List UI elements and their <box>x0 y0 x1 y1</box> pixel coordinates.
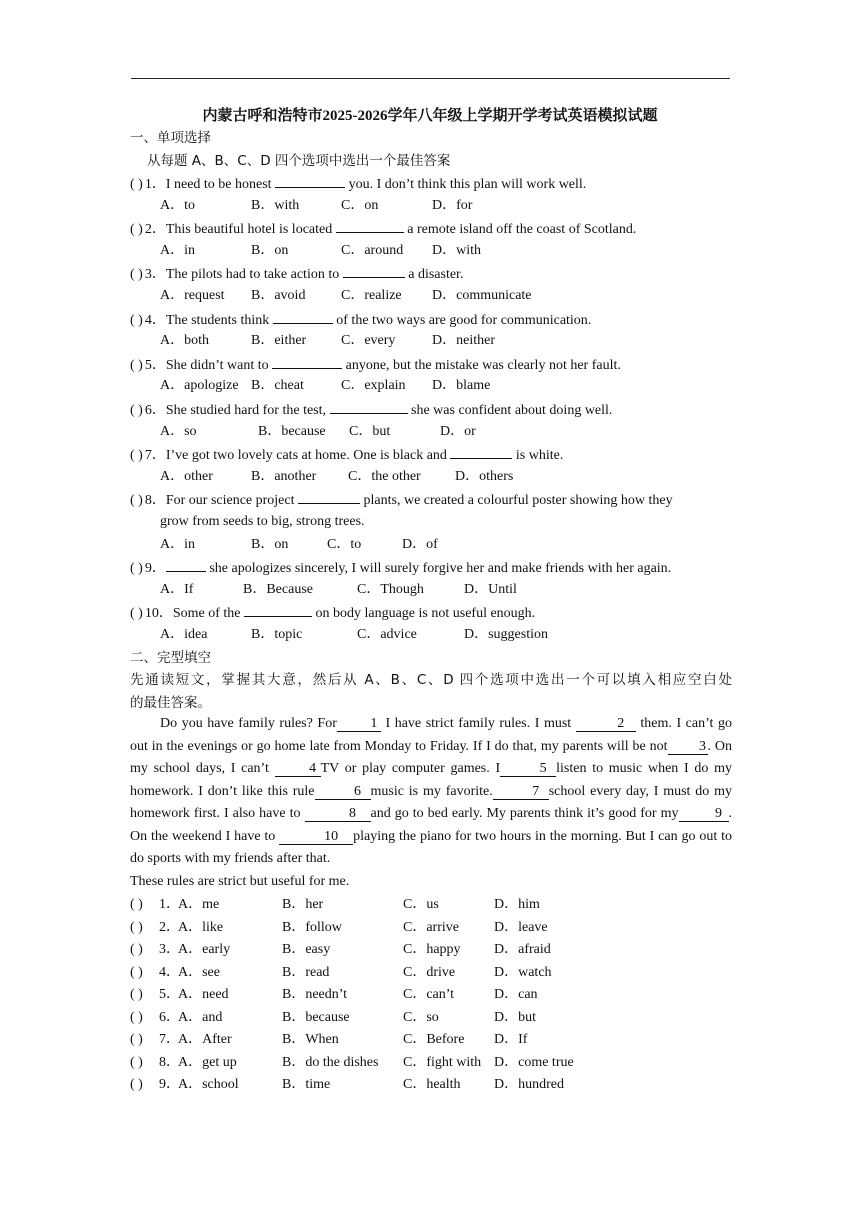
option-b[interactable]: B．time <box>282 1077 331 1092</box>
option-d[interactable]: D．hundred <box>494 1077 564 1092</box>
option-c[interactable]: C．every <box>341 333 396 349</box>
answer-paren[interactable]: ( ) <box>130 493 143 509</box>
passage-text: playing the piano for two hours in the morning. But I can go out to do sports with my friends after that. <box>130 828 733 866</box>
question-text: of the two ways are good for communication. <box>332 312 592 328</box>
cloze-blank-2: 2 <box>576 716 636 732</box>
cloze-blank-9: 9 <box>679 806 729 822</box>
question-6-stem <box>130 400 612 418</box>
passage-closing: These rules are strict but useful for me. <box>130 874 350 889</box>
question-text: 6．She studied hard for the test, <box>144 403 330 418</box>
question-blank <box>330 400 408 414</box>
question-text: you. I don’t think this plan will work well. <box>345 177 587 192</box>
passage-text: them. I can’t go out in the evenings or go home late from Monday to Friday. If I do that, my parents will be not <box>130 716 732 754</box>
cloze-blank-7: 7 <box>493 784 549 800</box>
answer-paren[interactable]: ( ) <box>130 177 143 192</box>
option-a[interactable]: A．in <box>160 536 195 552</box>
option-c[interactable]: C．the other <box>348 468 421 484</box>
option-c[interactable]: C．can’t <box>403 987 455 1002</box>
answer-paren[interactable]: ( ) <box>130 222 143 238</box>
question-text: 8．For our science project <box>144 493 299 509</box>
option-c[interactable]: C．Though <box>357 581 424 597</box>
question-blank <box>336 219 404 233</box>
question-text: is white. <box>512 448 564 464</box>
question-8-stem <box>130 490 673 508</box>
option-d[interactable]: D．watch <box>494 964 552 980</box>
passage-text: Do you have family rules? For <box>160 716 337 731</box>
option-a[interactable]: A．get up <box>178 1054 237 1070</box>
option-b[interactable]: B．because <box>282 1009 350 1025</box>
passage-text: music is my favorite. <box>370 783 493 799</box>
option-c[interactable]: C．fight with <box>403 1054 482 1070</box>
answer-paren[interactable]: ( ) <box>130 1009 143 1025</box>
cloze-blank-5: 5 <box>500 761 556 777</box>
option-d[interactable]: D．suggestion <box>464 627 548 642</box>
question-text: a disaster. <box>404 267 464 283</box>
question-9-stem <box>130 558 671 576</box>
question-text: 2．This beautiful hotel is located <box>144 222 336 238</box>
page-title: 内蒙古呼和浩特市2025-2026学年八年级上学期开学考试英语模拟试题 <box>202 108 658 124</box>
option-a[interactable]: A．me <box>178 897 220 912</box>
question-7-stem <box>130 445 563 463</box>
option-a[interactable]: A．in <box>160 242 195 258</box>
option-a[interactable]: A．school <box>178 1077 239 1092</box>
option-a[interactable]: A．idea <box>160 627 208 642</box>
question-text: 7．I’ve got two lovely cats at home. One is black and <box>144 448 451 464</box>
section2-instruction-line1: 先通读短文，掌握其大意，然后从 A、B、C、D 四个选项中选出一个可以填入相应空白处 <box>130 672 732 688</box>
answer-paren[interactable]: ( ) <box>130 987 143 1002</box>
cloze-blank-10: 10 <box>279 829 353 845</box>
option-c[interactable]: C．advice <box>357 627 417 642</box>
question-3-stem <box>130 264 463 282</box>
cloze-passage <box>130 713 732 871</box>
cloze-question-number: 3． <box>159 942 180 957</box>
option-b[interactable]: B．either <box>251 333 307 349</box>
option-d[interactable]: D．afraid <box>494 942 551 957</box>
question-text: she apologizes sincerely, I will surely forgive her and make friends with her again. <box>205 561 672 577</box>
passage-text: . On the weekend I have to <box>130 806 732 844</box>
option-d[interactable]: D．can <box>494 987 538 1002</box>
question-text: 9． <box>144 561 166 577</box>
question-blank <box>298 490 360 504</box>
question-text: 5．She didn’t want to <box>144 357 273 373</box>
question-blank <box>166 558 206 572</box>
cloze-blank-4: 4 <box>275 761 321 777</box>
option-c[interactable]: C．us <box>403 897 439 912</box>
option-a[interactable]: A．so <box>160 423 197 439</box>
option-c[interactable]: C．arrive <box>403 919 459 935</box>
question-text: a remote island off the coast of Scotland. <box>403 222 637 238</box>
cloze-question-number: 9． <box>159 1077 180 1092</box>
answer-paren[interactable]: ( ) <box>130 919 143 935</box>
option-c[interactable]: C．so <box>403 1009 439 1025</box>
option-d[interactable]: D．If <box>494 1032 528 1047</box>
option-a[interactable]: A．both <box>160 333 209 349</box>
option-c[interactable]: C．health <box>403 1077 461 1092</box>
question-blank <box>343 264 405 278</box>
option-d[interactable]: D．but <box>494 1009 536 1025</box>
cloze-blank-8: 8 <box>305 806 371 822</box>
option-b[interactable]: B．on <box>251 536 289 552</box>
option-d[interactable]: D．neither <box>432 333 495 349</box>
option-d[interactable]: D．communicate <box>432 288 532 303</box>
question-text: 1．I need to be honest <box>144 177 276 192</box>
option-b[interactable]: B．Because <box>243 581 313 597</box>
option-d[interactable]: D．or <box>440 423 476 439</box>
answer-paren[interactable]: ( ) <box>130 897 143 912</box>
option-a[interactable]: A．like <box>178 919 224 935</box>
option-b[interactable]: B．on <box>251 242 289 258</box>
question-5-stem <box>130 355 621 373</box>
cloze-question-number: 2． <box>159 919 180 935</box>
option-d[interactable]: D．blame <box>432 378 491 394</box>
option-b[interactable]: B．another <box>251 468 317 484</box>
answer-paren[interactable]: ( ) <box>130 1077 143 1092</box>
cloze-question-number: 6． <box>159 1009 180 1025</box>
option-d[interactable]: D．with <box>432 242 481 258</box>
option-c[interactable]: C．explain <box>341 378 406 394</box>
option-a[interactable]: A．to <box>160 197 195 213</box>
option-d[interactable]: D．Until <box>464 581 517 597</box>
cloze-blank-6: 6 <box>315 784 371 800</box>
option-b[interactable]: B．When <box>282 1032 339 1047</box>
question-8-stem-continued: grow from seeds to big, strong trees. <box>160 514 365 529</box>
answer-paren[interactable]: ( ) <box>130 606 143 622</box>
question-1-stem <box>130 174 586 192</box>
option-b[interactable]: B．easy <box>282 942 331 957</box>
answer-paren[interactable]: ( ) <box>130 561 143 577</box>
answer-paren[interactable]: ( ) <box>130 312 143 328</box>
question-10-stem <box>130 603 535 621</box>
option-b[interactable]: B．her <box>282 897 324 912</box>
cloze-question-number: 8． <box>159 1054 180 1070</box>
question-blank <box>272 355 342 369</box>
cloze-blank-3: 3 <box>668 739 708 755</box>
option-b[interactable]: B．topic <box>251 627 303 642</box>
question-2-stem <box>130 219 636 237</box>
cloze-blank-1: 1 <box>337 716 381 732</box>
question-text: 3．The pilots had to take action to <box>144 267 343 283</box>
option-d[interactable]: D．him <box>494 897 540 912</box>
question-blank <box>450 445 512 459</box>
option-b[interactable]: B．follow <box>282 919 342 935</box>
option-b[interactable]: B．read <box>282 964 330 980</box>
question-blank <box>244 603 312 617</box>
passage-text: and go to bed early. My parents think it’s good for my <box>370 806 679 821</box>
cloze-question-number: 4． <box>159 964 180 980</box>
option-c[interactable]: C．to <box>327 536 362 552</box>
question-text: she was confident about doing well. <box>407 403 613 418</box>
answer-paren[interactable]: ( ) <box>130 1054 143 1070</box>
option-d[interactable]: D．of <box>402 536 438 552</box>
answer-paren[interactable]: ( ) <box>130 403 143 418</box>
header-rule <box>131 78 730 79</box>
section1-heading: 一、单项选择 <box>130 130 211 146</box>
option-a[interactable]: A．need <box>178 987 229 1002</box>
answer-paren[interactable]: ( ) <box>130 267 143 283</box>
cloze-question-number: 5． <box>159 987 180 1002</box>
option-a[interactable]: A．early <box>178 942 231 957</box>
option-d[interactable]: D．for <box>432 197 473 213</box>
option-c[interactable]: C．realize <box>341 288 402 303</box>
option-c[interactable]: C．Before <box>403 1032 465 1047</box>
answer-paren[interactable]: ( ) <box>130 357 143 373</box>
cloze-question-number: 7． <box>159 1032 180 1047</box>
option-d[interactable]: D．come true <box>494 1054 574 1070</box>
option-b[interactable]: B．with <box>251 197 300 213</box>
section2-instruction-line2: 的最佳答案。 <box>130 695 211 711</box>
option-b[interactable]: B．cheat <box>251 378 304 394</box>
option-c[interactable]: C．on <box>341 197 379 213</box>
answer-paren[interactable]: ( ) <box>130 448 143 464</box>
answer-paren[interactable]: ( ) <box>130 964 143 980</box>
question-text: 10．Some of the <box>144 606 244 622</box>
option-c[interactable]: C．around <box>341 242 404 258</box>
question-blank <box>273 310 333 324</box>
section2-heading: 二、完型填空 <box>130 650 211 666</box>
option-b[interactable]: B．needn’t <box>282 987 348 1002</box>
section1-instruction: 从每题 A、B、C、D 四个选项中选出一个最佳答案 <box>147 153 451 169</box>
option-b[interactable]: B．do the dishes <box>282 1054 379 1070</box>
answer-paren[interactable]: ( ) <box>130 1032 143 1047</box>
cloze-question-number: 1． <box>159 897 180 912</box>
passage-text: I have strict family rules. I must <box>380 716 576 731</box>
passage-text: . On my school days, I can’t <box>130 738 732 776</box>
question-text: 4．The students think <box>144 312 273 328</box>
option-b[interactable]: B．because <box>258 423 326 439</box>
question-text: anyone, but the mistake was clearly not her fault. <box>342 357 621 373</box>
option-c[interactable]: C．happy <box>403 942 461 957</box>
option-c[interactable]: C．but <box>349 423 391 439</box>
passage-text: TV or play computer games. I <box>320 761 501 776</box>
option-a[interactable]: A．and <box>178 1009 223 1025</box>
question-blank <box>275 174 345 188</box>
answer-paren[interactable]: ( ) <box>130 942 143 957</box>
option-b[interactable]: B．avoid <box>251 288 306 303</box>
option-a[interactable]: A．apologize <box>160 378 239 394</box>
option-d[interactable]: D．others <box>455 468 514 484</box>
option-a[interactable]: A．request <box>160 288 225 303</box>
question-text: plants, we created a colourful poster showing how they <box>360 493 673 509</box>
option-d[interactable]: D．leave <box>494 919 548 935</box>
option-c[interactable]: C．drive <box>403 964 456 980</box>
question-4-stem <box>130 310 591 328</box>
option-a[interactable]: A．other <box>160 468 213 484</box>
option-a[interactable]: A．If <box>160 581 194 597</box>
option-a[interactable]: A．After <box>178 1032 232 1047</box>
option-a[interactable]: A．see <box>178 964 220 980</box>
passage-text: listen to music when I do my homework. I don’t like this rule <box>130 761 732 799</box>
passage-text: school every day, I must do my homework first. I also have to <box>130 783 732 821</box>
question-text: on body language is not useful enough. <box>311 606 536 622</box>
